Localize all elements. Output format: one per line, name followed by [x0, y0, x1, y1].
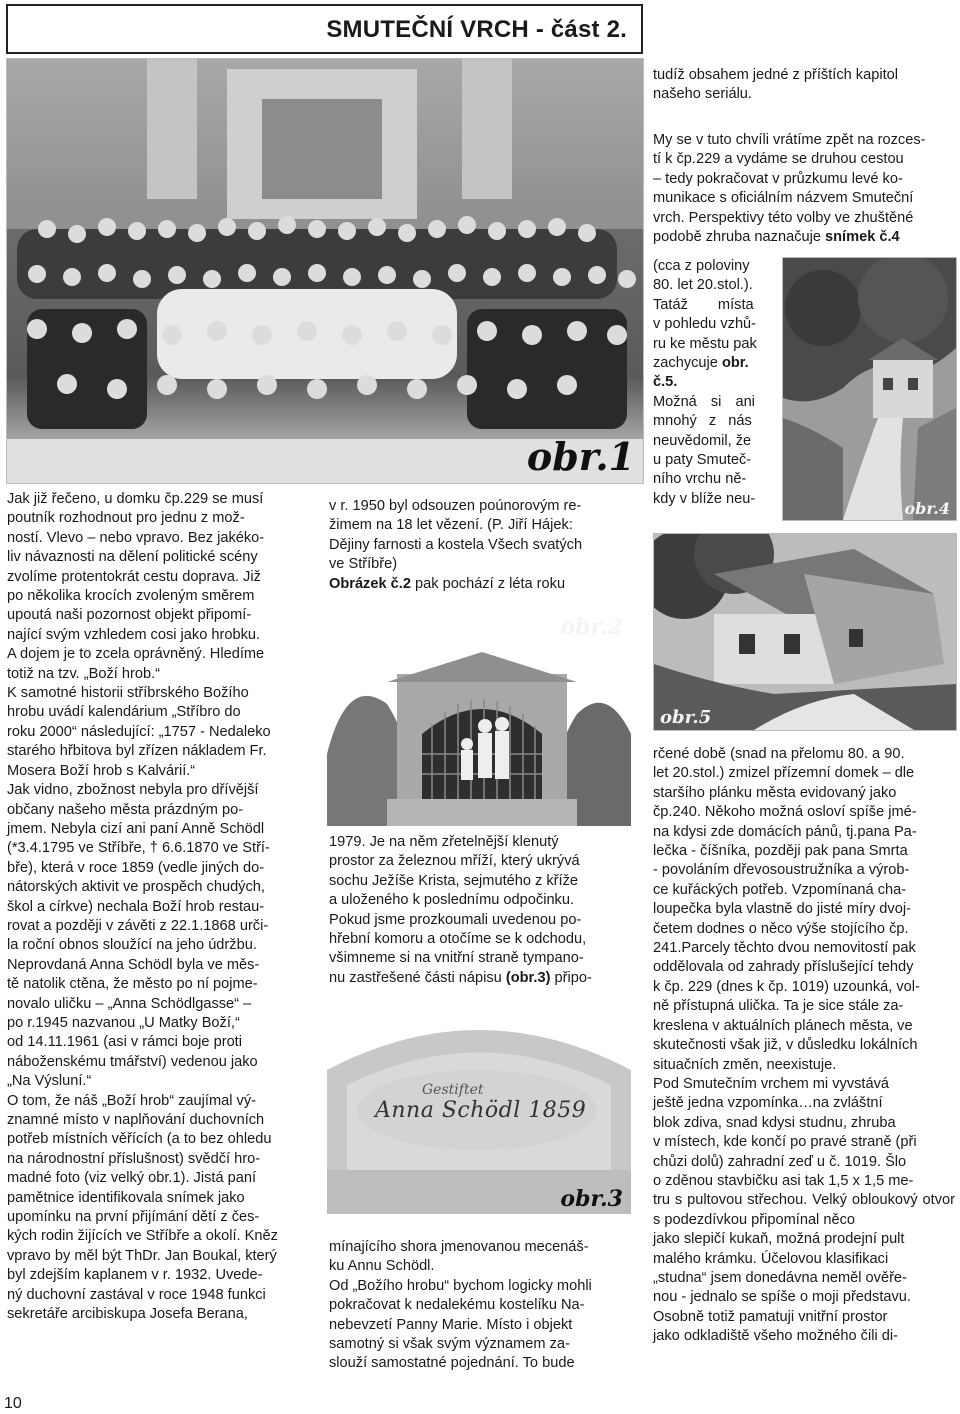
- text-line: (*3.4.1795 ve Stříbře, † 6.6.1870 ve Stří-: [7, 840, 270, 857]
- text-line: všimneme si na vnitřní straně tympano-: [329, 950, 584, 967]
- text-line: Možná si ani: [653, 393, 755, 410]
- column-b-top: [329, 497, 631, 594]
- photo-label-obr1: obr.1: [526, 434, 635, 479]
- text-line: kdy v blíže neu-: [653, 490, 756, 507]
- text-line: pamětnice identifikovala snímek jako: [7, 1189, 245, 1206]
- text-line: – tedy pokračovat v průzkumu levé ko-: [653, 170, 903, 187]
- text-span: podobě zhruba naznačuje: [653, 229, 826, 246]
- photo-label-obr4: obr.4: [904, 499, 950, 518]
- text-line: 1979. Je na něm zřetelnější klenutý: [329, 834, 559, 850]
- text-line: kreslena v aktuálních plánech města, ve: [653, 1017, 913, 1034]
- text-line: [653, 228, 955, 247]
- text-line: od 14.11.1961 (asi v rámci boje proti: [7, 1034, 242, 1051]
- text-line: Neprovdaná Anna Schödl byla ve měs-: [7, 956, 260, 973]
- text-line: neuvědomil, že: [653, 432, 752, 449]
- text-line: (cca z poloviny: [653, 258, 750, 274]
- text-line: čp.240. Někoho možná osloví spíše jmé-: [653, 804, 917, 821]
- text-line: staršího plánku města evidovaný jako: [653, 784, 897, 801]
- text-line: ještě jedna vzpomínka…na zvláštní: [653, 1095, 883, 1112]
- photo-label-obr5: obr.5: [660, 707, 712, 728]
- text-line: škol a církve) nechala Boží hrob restau-: [7, 898, 265, 915]
- column-c-wrap: [653, 257, 779, 509]
- text-line: jako slepičí kukaň, možná prodejní pult: [653, 1231, 905, 1248]
- text-line: v r. 1950 byl odsouzen poúnorovým re-: [329, 498, 582, 514]
- inscription-text: Anna Schödl 1859: [375, 1098, 587, 1123]
- text-line: a uloženého k poslednímu odpočinku.: [329, 892, 575, 909]
- figure-ref: snímek č.4: [825, 229, 900, 246]
- text-line: ru ke městu pak: [653, 335, 757, 352]
- column-c-top: [653, 66, 955, 105]
- text-line: prostor za železnou mříží, který ukrývá: [329, 853, 580, 870]
- text-line: Pod Smutečním vrchem mi vyvstává: [653, 1075, 890, 1092]
- text-line: totiž na tzv. „Boží hrob.“: [7, 665, 161, 682]
- text-line: mínajícího shora jmenovanou mecenáš-: [329, 1239, 589, 1255]
- text-line: - povoláním dřevosoustružníka a výrob-: [653, 862, 910, 879]
- column-b-bottom: [329, 1238, 631, 1374]
- text-line: ního vrchu ně-: [653, 471, 747, 488]
- text-span: pak pochází z léta roku: [410, 575, 566, 592]
- figure-ref: (obr.3): [505, 969, 551, 986]
- text-span: připo-: [550, 969, 592, 986]
- text-line: poutník rozhodnout pro jednu z mož-: [7, 510, 245, 527]
- photo-label-obr3: obr.3: [560, 1186, 623, 1212]
- column-c-middle: [653, 131, 955, 247]
- text-line: slouží samostatné pojednání. To bude: [329, 1355, 575, 1372]
- text-line: nebevzetí Panny Marie. Místo i objekt: [329, 1316, 573, 1333]
- text-line: bře), která v roce 1859 (vedle jiných do-: [7, 859, 265, 876]
- column-a: [7, 490, 307, 1324]
- text-line: 80. let 20.stol.).: [653, 277, 753, 294]
- text-line: byl zdejším kaplanem v r. 1932. Uvede-: [7, 1267, 263, 1284]
- photo-group-first-communion: [6, 58, 644, 484]
- text-line: madné foto (viz velký obr.1). Jistá paní: [7, 1170, 257, 1187]
- text-line: sochu Ježíše Krista, sejmutého z kříže: [329, 872, 579, 889]
- text-line: ve Stříbře): [329, 556, 398, 573]
- text-line: na národnostní příslušnost) svědčí hro-: [7, 1150, 261, 1167]
- text-line: Pokud jsme prozkoumali uvedenou po-: [329, 911, 582, 928]
- text-line: tru s pultovou střechou. Velký obloukový otvor s podezdívkou připomínal něco: [653, 1192, 955, 1228]
- text-line: nátorských aktivit ve prospěch chudých,: [7, 879, 265, 896]
- text-line: Osobně totiž pamatuji vnitřní prostor: [653, 1308, 888, 1325]
- text-line: Tatáž místa: [653, 296, 754, 313]
- column-c-bottom: [653, 745, 955, 1347]
- text-line: v pohledu vzhů-: [653, 316, 757, 333]
- text-line: starého hřbitova byl zřízen nákladem Fr.: [7, 743, 267, 760]
- text-line: skutečnosti však již, v důsledku lokálních: [653, 1037, 918, 1054]
- text-line: loupečka byla vlastně do jisté míry dvoj-: [653, 901, 911, 918]
- text-line: blok zdiva, snad kdysi studnu, zhruba: [653, 1114, 896, 1131]
- column-b-middle: [329, 833, 631, 988]
- text-line: náboženskému tmářství) vedenou jako: [7, 1053, 258, 1070]
- text-line: hrobu uvádí kalendárium „Stříbro do: [7, 704, 241, 721]
- figure-ref: Obrázek č.2: [329, 575, 411, 592]
- text-line: chůzi dolů) zahradní zeď u č. 1019. Šlo: [653, 1153, 907, 1170]
- photo-cottage: [653, 533, 957, 731]
- text-line: vpravo by měl být ThDr. Jan Boukal, který: [7, 1247, 277, 1264]
- text-line: na kdysi zde domácích pánů, tj.pana Pa-: [653, 823, 917, 840]
- text-line: Jak vidno, zbožnost nebyla pro dřívější: [7, 782, 259, 799]
- text-line: [329, 969, 631, 988]
- figure-ref: č.5.: [653, 374, 678, 391]
- text-line: rovat a později v závěti z 22.1.1868 urči-: [7, 917, 269, 934]
- text-line: situačních změn, neexistuje.: [653, 1056, 837, 1073]
- text-line: zvolíme protentokrát cestu doprava. Již: [7, 568, 261, 585]
- text-line: „Na Výsluní.“: [7, 1073, 92, 1090]
- text-line: našeho seriálu.: [653, 86, 752, 103]
- inscription-top: Gestiftet: [422, 1082, 484, 1098]
- text-line: oddělovala od zahrady příslušející tehdy: [653, 959, 914, 976]
- text-line: la roční obnos sloužící na jeho údržbu.: [7, 937, 257, 954]
- text-line: pokračovat k nedalekému kostelíku Na-: [329, 1297, 585, 1314]
- text-line: samotný si však svým významem za-: [329, 1336, 570, 1353]
- text-line: kých rodin žijících ve Stříbře a okolí. Kněz: [7, 1228, 278, 1245]
- text-line: ku Annu Schödl.: [329, 1258, 435, 1275]
- header-box: [6, 4, 643, 54]
- text-line: vrch. Perspektivy této volby ve zhuštěné: [653, 209, 914, 226]
- text-line: po několika krocích zvoleným směrem: [7, 588, 255, 605]
- text-line: munikace s oficiálním názvem Smuteční: [653, 190, 914, 207]
- text-line: nou - jednalo se spíše o moji představu.: [653, 1289, 911, 1306]
- text-line: jmem. Nebyla cizí ani paní Anně Schödl: [7, 820, 265, 837]
- text-line: K samotné historii stříbrského Božího: [7, 685, 249, 702]
- text-line: upomínku na první přijímání dětí z čes-: [7, 1209, 260, 1226]
- text-line: 241.Parcely těchto dvou nemovitostí pak: [653, 940, 916, 957]
- text-line: znamné místo v naplňování duchovních: [7, 1112, 265, 1128]
- text-span: zachycuje: [653, 355, 722, 372]
- text-line: ností. Vlevo – nebo vpravo. Bez jakéko-: [7, 529, 265, 546]
- text-line: novalo uličku – „Anna Schödlgasse“ –: [7, 995, 252, 1012]
- text-line: žimem na 18 let vězení. (P. Jiří Hájek:: [329, 517, 573, 534]
- text-line: potřeb místních věřících (a to bez ohledu: [7, 1131, 272, 1148]
- text-line: My se v tuto chvíli vrátíme zpět na rozces-: [653, 132, 926, 148]
- photo-bozi-hrob: [327, 614, 631, 826]
- text-line: malého krámku. Účelovou klasifikaci: [653, 1250, 889, 1267]
- text-line: tudíž obsahem jedné z příštích kapitol: [653, 67, 898, 83]
- page-title: SMUTEČNÍ VRCH - část 2.: [326, 16, 627, 43]
- text-line: [329, 575, 631, 594]
- text-line: hřební komoru a otočíme se k odchodu,: [329, 931, 587, 948]
- text-line: Dějiny farnosti a kostela Všech svatých: [329, 536, 583, 553]
- text-line: Od „Božího hrobu“ bychom logicky mohli: [329, 1277, 592, 1294]
- text-line: občany našeho města prázdným po-: [7, 801, 244, 818]
- text-line: v místech, kde končí po pravé straně (při: [653, 1134, 917, 1151]
- text-line: ce kuřáckých potřeb. Vzpomínaná cha-: [653, 881, 907, 898]
- text-line: lečka - číšníka, později pak pana Smrta: [653, 843, 908, 860]
- photo-label-obr2: obr.2: [560, 614, 623, 640]
- text-line: let 20.stol.) zmizel přízemní domek – dle: [653, 765, 915, 782]
- text-line: nající svým vzhledem cosi jako hrobku.: [7, 626, 261, 643]
- text-line: Jak již řečeno, u domku čp.229 se musí: [7, 491, 264, 507]
- text-line: upoutá naši pozornost objekt připomí-: [7, 607, 252, 624]
- text-line: roku 2000“ následující: „1757 - Nedaleko: [7, 723, 271, 740]
- text-span: nu zastřešené části nápisu: [329, 969, 506, 986]
- text-line: jako odkladiště všeho možného čili di-: [653, 1328, 898, 1345]
- text-line: [653, 354, 779, 373]
- text-line: k čp. 229 (dnes k čp. 1019) uzounká, vol-: [653, 978, 920, 995]
- text-line: ný duchovní zastával v roce 1948 funkci: [7, 1286, 266, 1303]
- text-line: ně přístupná ulička. Ta je sice stále za-: [653, 998, 904, 1015]
- text-line: mnohý z nás: [653, 413, 752, 430]
- photo-street-uphill: [782, 257, 957, 521]
- text-line: u paty Smuteč-: [653, 452, 752, 469]
- text-line: četem dodnes o něco výše stojícího čp.: [653, 920, 909, 937]
- text-line: Mosera Boží hrob s Kalvárií.“: [7, 762, 196, 779]
- text-line: [653, 373, 779, 392]
- figure-ref: obr.: [721, 355, 749, 372]
- page-number: 10: [4, 1395, 22, 1412]
- text-line: tě natolik ctěna, že město po ní pojme-: [7, 976, 258, 993]
- photo-inscription: [327, 1000, 631, 1214]
- text-line: rčené době (snad na přelomu 80. a 90.: [653, 746, 905, 762]
- text-line: liv návaznosti na dělení politické scény: [7, 549, 258, 566]
- text-line: o zděnou stavbičku asi tak 1,5 x 1,5 me-: [653, 1172, 914, 1189]
- text-line: „studna“ jsem donedávna neměl ověře-: [653, 1269, 907, 1286]
- text-line: sekretáře arcibiskupa Josefa Berana,: [7, 1306, 248, 1323]
- text-line: tí k čp.229 a vydáme se druhou cestou: [653, 151, 904, 168]
- text-line: po r.1945 nazvanou „U Matky Boží,“: [7, 1014, 240, 1031]
- text-line: A dojem je to zcela oprávněný. Hledíme: [7, 646, 265, 663]
- text-line: O tom, že náš „Boží hrob“ zaujímal vý-: [7, 1092, 256, 1109]
